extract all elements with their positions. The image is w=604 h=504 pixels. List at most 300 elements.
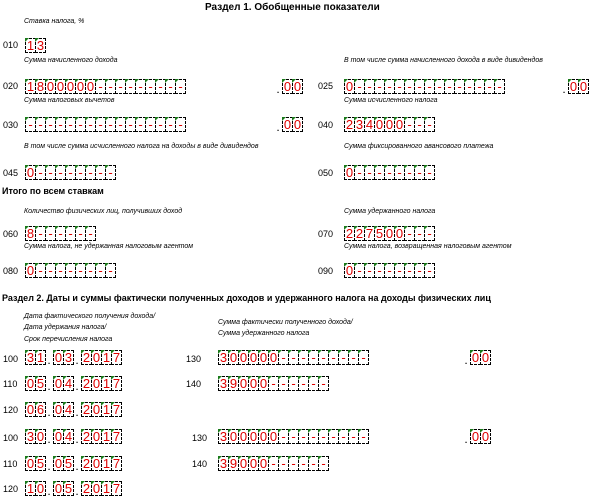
char-cell: 8 (36, 79, 45, 94)
field-060 (25, 226, 95, 241)
char-cell: 0 (36, 429, 45, 444)
char-cell: 2 (345, 117, 354, 132)
date-separator: . (47, 379, 51, 393)
char-cell: - (85, 263, 96, 278)
char-cell: - (394, 165, 405, 180)
field-010 (25, 38, 45, 53)
char-cell: 0 (66, 79, 75, 94)
char-cell: - (464, 79, 475, 94)
code-025: 025 (318, 81, 334, 91)
decimal-point: . (276, 82, 280, 96)
char-cell: 5 (36, 456, 45, 471)
field-090 (344, 263, 434, 278)
char-cell: 5 (64, 456, 73, 471)
date-separator: . (75, 484, 79, 498)
char-cell: 0 (471, 350, 480, 365)
char-cell: - (354, 263, 365, 278)
char-cell: 0 (345, 263, 354, 278)
char-cell: 1 (26, 79, 35, 94)
char-cell: - (318, 456, 329, 471)
char-cell: 7 (365, 226, 374, 241)
char-cell: - (308, 376, 319, 391)
date-separator: . (47, 484, 51, 498)
char-cell: 3 (36, 38, 45, 53)
char-cell: - (288, 376, 299, 391)
char-cell: - (484, 79, 495, 94)
char-cell: 1 (102, 481, 111, 496)
char-cell: 2 (82, 481, 91, 496)
char-cell: - (278, 456, 289, 471)
date-separator: . (75, 379, 79, 393)
char-cell: 0 (249, 376, 258, 391)
char-cell: - (318, 376, 329, 391)
char-cell: - (45, 165, 56, 180)
char-cell: - (288, 429, 299, 444)
char-cell: 1 (102, 376, 111, 391)
char-cell: - (95, 79, 106, 94)
char-cell: 0 (239, 350, 248, 365)
char-cell: - (75, 263, 86, 278)
field-050 (344, 165, 434, 180)
char-cell: 0 (26, 402, 35, 417)
char-cell: - (374, 263, 385, 278)
char-cell: 1 (102, 402, 111, 417)
char-cell: - (298, 429, 309, 444)
char-cell: - (404, 117, 415, 132)
char-cell: 2 (82, 376, 91, 391)
char-cell: 0 (26, 165, 35, 180)
date-100b (25, 429, 121, 444)
char-cell: - (298, 350, 309, 365)
char-cell: 0 (76, 79, 85, 94)
char-cell: 1 (26, 481, 35, 496)
char-cell: - (65, 226, 76, 241)
date-separator: . (47, 405, 51, 419)
code-060: 060 (3, 229, 19, 239)
char-cell: 0 (481, 429, 490, 444)
char-cell: 5 (375, 226, 384, 241)
char-cell: - (424, 263, 435, 278)
char-cell: - (125, 117, 136, 132)
char-cell: - (55, 165, 66, 180)
char-cell: 7 (112, 350, 121, 365)
char-cell: - (125, 79, 136, 94)
char-cell: - (474, 79, 485, 94)
s2-label-left-2: Дата удержания налога/ (24, 324, 107, 331)
label-025: В том числе сумма начисленного дохода в виде дивидендов (344, 57, 543, 64)
char-cell: - (374, 79, 385, 94)
char-cell: 0 (293, 117, 302, 132)
char-cell: 0 (345, 79, 354, 94)
code-140b: 140 (192, 459, 208, 469)
code-110: 110 (3, 379, 18, 389)
char-cell: 0 (269, 350, 278, 365)
s2-label-right-2: Сумма удержанного налога (218, 330, 310, 337)
char-cell: - (424, 226, 435, 241)
char-cell: - (278, 376, 289, 391)
char-cell: - (55, 226, 66, 241)
char-cell: - (454, 79, 465, 94)
field-020 (25, 79, 185, 94)
char-cell: - (268, 376, 279, 391)
char-cell: 0 (259, 456, 268, 471)
field-070 (344, 226, 434, 241)
income-130 (218, 350, 368, 365)
char-cell: - (115, 79, 126, 94)
char-cell: - (338, 350, 349, 365)
tax-140b (218, 456, 328, 471)
char-cell: - (354, 165, 365, 180)
char-cell: - (364, 165, 375, 180)
date-separator: . (75, 353, 79, 367)
char-cell: - (414, 117, 425, 132)
char-cell: - (494, 79, 505, 94)
char-cell: - (308, 429, 319, 444)
label-010: Ставка налога, % (24, 18, 85, 25)
char-cell: 1 (102, 429, 111, 444)
char-cell: 0 (269, 429, 278, 444)
char-cell: 0 (36, 481, 45, 496)
char-cell: 5 (36, 376, 45, 391)
char-cell: - (175, 79, 186, 94)
char-cell: 5 (64, 481, 73, 496)
char-cell: - (115, 117, 126, 132)
char-cell: - (45, 117, 56, 132)
field-080 (25, 263, 115, 278)
char-cell: 0 (86, 79, 95, 94)
char-cell: 0 (569, 79, 578, 94)
char-cell: - (394, 79, 405, 94)
char-cell: 3 (26, 350, 35, 365)
date-120b (25, 481, 121, 496)
char-cell: - (414, 165, 425, 180)
char-cell: 0 (54, 481, 63, 496)
char-cell: 0 (92, 429, 101, 444)
char-cell: 0 (249, 456, 258, 471)
char-cell: 7 (112, 481, 121, 496)
decimal-point: . (276, 120, 280, 134)
char-cell: - (298, 376, 309, 391)
char-cell: 0 (375, 117, 384, 132)
label-070: Сумма удержанного налога (344, 208, 436, 215)
char-cell: 0 (92, 456, 101, 471)
char-cell: 0 (481, 350, 490, 365)
char-cell: - (95, 117, 106, 132)
char-cell: - (364, 263, 375, 278)
label-020: Сумма начисленного дохода (24, 57, 118, 64)
code-045: 045 (3, 168, 19, 178)
char-cell: - (444, 79, 455, 94)
section1-title: Раздел 1. Обобщенные показатели (205, 2, 380, 13)
char-cell: 1 (26, 38, 35, 53)
char-cell: - (434, 79, 445, 94)
char-cell: - (404, 263, 415, 278)
char-cell: - (348, 429, 359, 444)
code-130b: 130 (192, 433, 208, 443)
char-cell: - (75, 226, 86, 241)
char-cell: 0 (229, 350, 238, 365)
char-cell: 0 (385, 117, 394, 132)
char-cell: - (45, 226, 56, 241)
char-cell: - (404, 226, 415, 241)
char-cell: 0 (54, 429, 63, 444)
char-cell: - (338, 429, 349, 444)
char-cell: 0 (345, 165, 354, 180)
date-separator: . (47, 432, 51, 446)
char-cell: - (384, 165, 395, 180)
char-cell: - (155, 117, 166, 132)
char-cell: - (105, 79, 116, 94)
date-120 (25, 402, 121, 417)
char-cell: 9 (229, 456, 238, 471)
income-130b (218, 429, 368, 444)
char-cell: 6 (36, 402, 45, 417)
char-cell: - (35, 165, 46, 180)
char-cell: - (374, 165, 385, 180)
char-cell: - (354, 79, 365, 94)
char-cell: - (384, 263, 395, 278)
field-030-dec (274, 117, 302, 132)
char-cell: - (35, 117, 46, 132)
char-cell: 3 (219, 429, 228, 444)
char-cell: 0 (239, 376, 248, 391)
char-cell: - (35, 263, 46, 278)
char-cell: 0 (283, 117, 292, 132)
char-cell: 0 (259, 376, 268, 391)
char-cell: 0 (92, 481, 101, 496)
code-140: 140 (186, 379, 202, 389)
char-cell: 2 (345, 226, 354, 241)
date-separator: . (75, 405, 79, 419)
char-cell: - (328, 429, 339, 444)
char-cell: - (65, 117, 76, 132)
char-cell: - (35, 226, 46, 241)
char-cell: - (55, 263, 66, 278)
char-cell: 0 (229, 429, 238, 444)
char-cell: - (165, 79, 176, 94)
char-cell: 2 (82, 402, 91, 417)
date-separator: . (75, 459, 79, 473)
income-130b-dec (462, 429, 490, 444)
char-cell: 0 (293, 79, 302, 94)
code-120: 120 (3, 405, 19, 415)
char-cell: - (85, 117, 96, 132)
char-cell: - (384, 79, 395, 94)
char-cell: 0 (56, 79, 65, 94)
char-cell: - (85, 165, 96, 180)
char-cell: - (165, 117, 176, 132)
char-cell: 0 (579, 79, 588, 94)
field-040 (344, 117, 434, 132)
char-cell: 4 (64, 376, 73, 391)
field-045 (25, 165, 115, 180)
char-cell: - (358, 429, 369, 444)
date-separator: . (75, 432, 79, 446)
char-cell: - (95, 263, 106, 278)
char-cell: - (278, 350, 289, 365)
char-cell: - (308, 456, 319, 471)
char-cell: - (394, 263, 405, 278)
char-cell: 0 (46, 79, 55, 94)
char-cell: - (288, 456, 299, 471)
code-100b: 100 (3, 433, 19, 443)
date-100 (25, 350, 121, 365)
section2-title: Раздел 2. Даты и суммы фактически полученных доходов и удержанного налога на доходы физических лиц (2, 293, 491, 303)
date-separator: . (47, 459, 51, 473)
label-045: В том числе сумма исчисленного налога на доходы в виде дивидендов (24, 143, 259, 150)
char-cell: 9 (229, 376, 238, 391)
code-020: 020 (3, 81, 19, 91)
field-030 (25, 117, 185, 132)
char-cell: 4 (365, 117, 374, 132)
char-cell: - (145, 117, 156, 132)
char-cell: 0 (54, 456, 63, 471)
code-090: 090 (318, 266, 334, 276)
field-025-dec (560, 79, 588, 94)
char-cell: 7 (112, 456, 121, 471)
char-cell: - (268, 456, 279, 471)
code-010: 010 (3, 40, 19, 50)
char-cell: 0 (92, 376, 101, 391)
char-cell: 3 (219, 456, 228, 471)
decimal-point: . (464, 432, 468, 446)
char-cell: - (364, 79, 375, 94)
char-cell: - (414, 226, 425, 241)
char-cell: - (25, 117, 36, 132)
code-130: 130 (186, 354, 202, 364)
char-cell: - (105, 165, 116, 180)
date-separator: . (47, 353, 51, 367)
code-080: 080 (3, 266, 19, 276)
char-cell: - (65, 263, 76, 278)
char-cell: 0 (54, 402, 63, 417)
char-cell: - (414, 79, 425, 94)
char-cell: 1 (36, 350, 45, 365)
char-cell: - (175, 117, 186, 132)
decimal-point: . (464, 353, 468, 367)
char-cell: 7 (112, 402, 121, 417)
label-060: Количество физических лиц, получивших доход (24, 208, 183, 215)
char-cell: - (45, 263, 56, 278)
code-110b: 110 (3, 459, 18, 469)
code-070: 070 (318, 229, 334, 239)
char-cell: 0 (249, 350, 258, 365)
income-130-dec (462, 350, 490, 365)
char-cell: 0 (239, 429, 248, 444)
s2-label-left-1: Дата фактического получения дохода/ (24, 313, 156, 320)
char-cell: - (414, 263, 425, 278)
date-110b (25, 456, 121, 471)
char-cell: 2 (82, 350, 91, 365)
char-cell: 0 (385, 226, 394, 241)
char-cell: 1 (102, 456, 111, 471)
char-cell: - (145, 79, 156, 94)
char-cell: 3 (219, 350, 228, 365)
char-cell: 0 (283, 79, 292, 94)
char-cell: 7 (112, 376, 121, 391)
code-120b: 120 (3, 484, 19, 494)
char-cell: 2 (82, 456, 91, 471)
char-cell: 3 (26, 429, 35, 444)
char-cell: - (75, 165, 86, 180)
field-020-dec (274, 79, 302, 94)
char-cell: 4 (64, 402, 73, 417)
char-cell: - (424, 79, 435, 94)
char-cell: - (318, 350, 329, 365)
char-cell: - (55, 117, 66, 132)
char-cell: - (404, 165, 415, 180)
char-cell: 0 (259, 429, 268, 444)
label-080: Сумма налога, не удержанная налоговым агентом (24, 243, 194, 250)
char-cell: 0 (26, 456, 35, 471)
char-cell: 0 (395, 117, 404, 132)
char-cell: - (85, 226, 96, 241)
char-cell: 1 (102, 350, 111, 365)
char-cell: - (424, 165, 435, 180)
char-cell: - (95, 165, 106, 180)
totals-title: Итого по всем ставкам (2, 186, 104, 196)
code-040: 040 (318, 120, 334, 130)
char-cell: - (105, 263, 116, 278)
char-cell: - (308, 350, 319, 365)
char-cell: - (404, 79, 415, 94)
char-cell: 3 (64, 350, 73, 365)
char-cell: - (75, 117, 86, 132)
s2-label-right-1: Сумма фактически полученного дохода/ (218, 319, 353, 326)
char-cell: 2 (82, 429, 91, 444)
char-cell: 7 (112, 429, 121, 444)
date-110 (25, 376, 121, 391)
label-050: Сумма фиксированного авансового платежа (344, 143, 494, 150)
char-cell: 0 (471, 429, 480, 444)
char-cell: - (298, 456, 309, 471)
char-cell: - (318, 429, 329, 444)
char-cell: 0 (92, 350, 101, 365)
char-cell: 0 (249, 429, 258, 444)
char-cell: 0 (395, 226, 404, 241)
char-cell: - (348, 350, 359, 365)
char-cell: - (424, 117, 435, 132)
char-cell: 0 (26, 376, 35, 391)
char-cell: 0 (259, 350, 268, 365)
char-cell: - (105, 117, 116, 132)
tax-140 (218, 376, 328, 391)
char-cell: 0 (54, 376, 63, 391)
char-cell: - (358, 350, 369, 365)
s2-label-left-3: Срок перечисления налога (24, 336, 113, 343)
label-040: Сумма исчисленного налога (344, 97, 438, 104)
char-cell: 8 (26, 226, 35, 241)
char-cell: 3 (219, 376, 228, 391)
code-100: 100 (3, 354, 19, 364)
char-cell: 2 (355, 226, 364, 241)
char-cell: 4 (64, 429, 73, 444)
decimal-point: . (562, 82, 566, 96)
char-cell: 0 (54, 350, 63, 365)
char-cell: 3 (355, 117, 364, 132)
char-cell: 0 (239, 456, 248, 471)
char-cell: - (155, 79, 166, 94)
char-cell: - (328, 350, 339, 365)
char-cell: - (65, 165, 76, 180)
label-030: Сумма налоговых вычетов (24, 97, 115, 104)
char-cell: - (288, 350, 299, 365)
char-cell: - (278, 429, 289, 444)
char-cell: 0 (26, 263, 35, 278)
code-050: 050 (318, 168, 334, 178)
field-025 (344, 79, 504, 94)
char-cell: - (135, 79, 146, 94)
